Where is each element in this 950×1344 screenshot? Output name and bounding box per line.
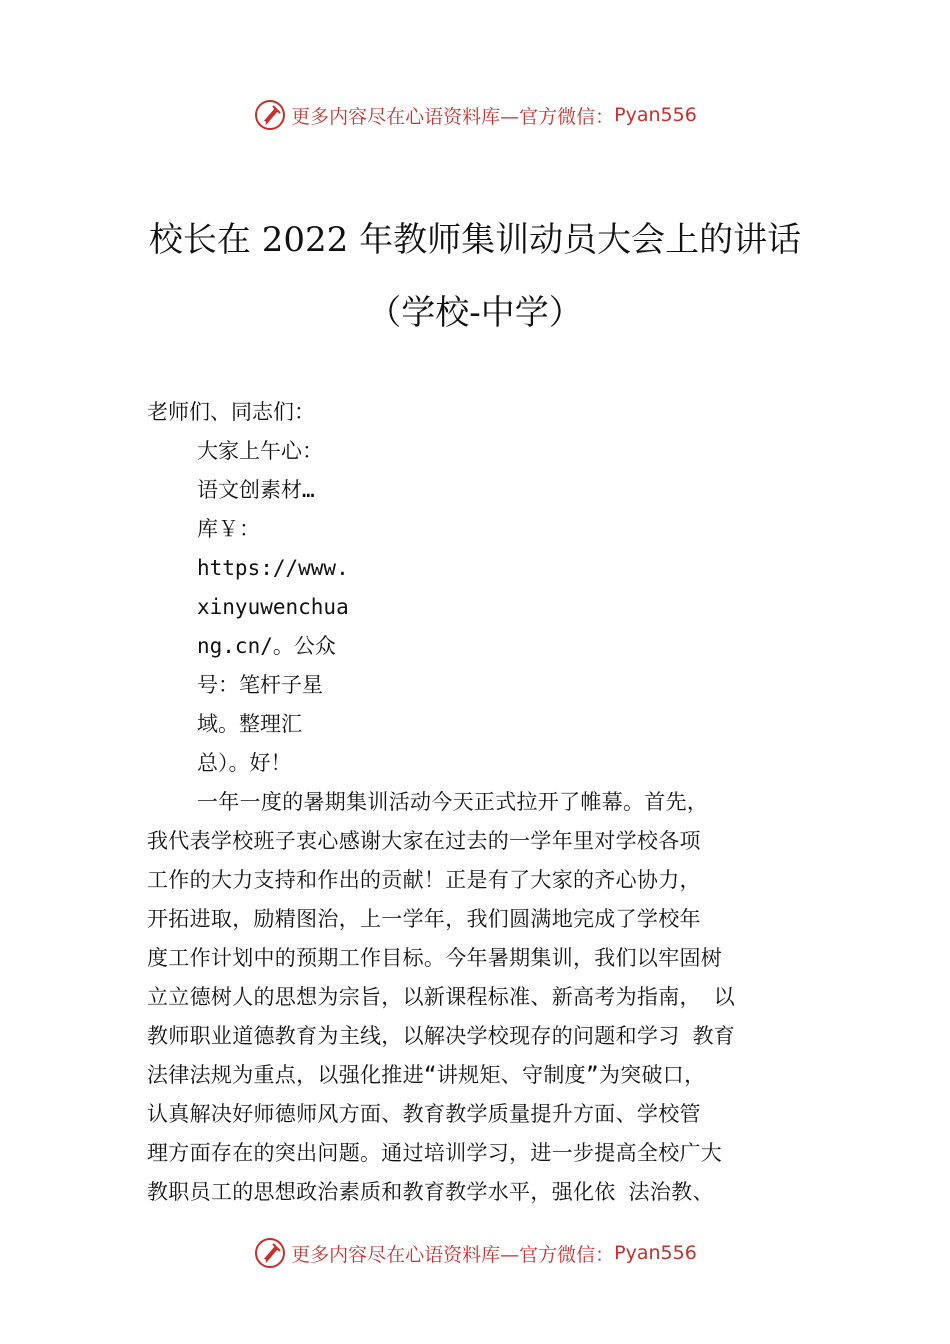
paragraph-line: 认真解决好师德师风方面、教育教学质量提升方面、学校管: [147, 1102, 701, 1126]
narrow-line: 大家上午心：: [197, 439, 323, 463]
document-title: 校长在 2022 年教师集训动员大会上的讲话: [148, 220, 802, 260]
watermark-text: 更多内容尽在心语资料库—官方微信：: [291, 1243, 615, 1266]
greeting: 老师们、同志们：: [147, 400, 315, 424]
watermark-text: 更多内容尽在心语资料库—官方微信：: [291, 105, 615, 128]
footer-watermark: [0, 1233, 950, 1273]
narrow-line: 语文创素材…: [197, 478, 315, 502]
narrow-line: 号：笔杆子星: [197, 673, 323, 697]
document-body: [147, 393, 837, 1212]
pen-nib-logo-icon: [253, 98, 287, 132]
paragraph-line: 我代表学校班子衷心感谢大家在过去的一学年里对学校各项: [147, 829, 701, 853]
paragraph-line: 立立德树人的思想为宗旨，以新课程标准、新高考为指南， 以: [147, 985, 736, 1009]
narrow-line: xinyuwenchua: [197, 595, 349, 619]
narrow-line: 域。整理汇: [197, 712, 302, 736]
narrow-line: 库￥：: [197, 517, 260, 541]
narrow-block: [197, 432, 357, 783]
narrow-line: 总）。好！: [197, 751, 292, 775]
paragraph-line: 理方面存在的突出问题。通过培训学习，进一步提高全校广大: [147, 1141, 723, 1165]
narrow-line: https://www.: [197, 556, 349, 580]
header-watermark: [0, 95, 950, 135]
paragraph-line: 教职员工的思想政治素质和教育教学水平，强化依 法治教、: [147, 1180, 714, 1204]
pen-nib-logo-icon: [253, 1236, 287, 1270]
narrow-line: ng.cn/。公众: [197, 634, 336, 658]
body-paragraph: [147, 783, 837, 1212]
paragraph-line: 度工作计划中的预期工作目标。今年暑期集训，我们以牢固树: [147, 946, 723, 970]
document-subtitle: （学校-中学）: [367, 293, 583, 333]
watermark-wechat: Pyan556: [614, 104, 697, 126]
paragraph-line: 开拓进取，励精图治，上一学年，我们圆满地完成了学校年: [147, 907, 701, 931]
paragraph-line: 一年一度的暑期集训活动今天正式拉开了帷幕。首先，: [197, 790, 709, 814]
paragraph-line: 工作的大力支持和作出的贡献！正是有了大家的齐心协力，: [147, 868, 701, 892]
paragraph-line: 教师职业道德教育为主线，以解决学校现存的问题和学习 教育: [147, 1024, 736, 1048]
watermark-wechat: Pyan556: [614, 1242, 697, 1264]
paragraph-line: 法律法规为重点，以强化推进“讲规矩、守制度”为突破口，: [147, 1063, 706, 1087]
